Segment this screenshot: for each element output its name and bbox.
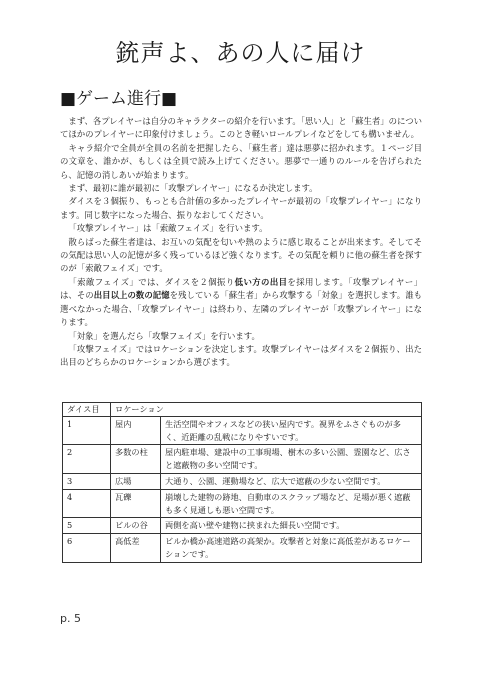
header-location: ロケーション xyxy=(111,403,422,417)
location-name-cell: 屋内 xyxy=(111,416,161,445)
location-desc-cell: 崩壊した建物の跡地、自動車のスクラップ場など、足場が悪く遮蔽も多く見通しも悪い空間です。 xyxy=(161,489,422,518)
text-run: ダイスを３個振り、もっとも合計値の多かったプレイヤーが最初の「攻撃プレイヤー」になります。同じ数字になった場合、振りなおしてください。 xyxy=(60,196,422,220)
dice-cell: 2 xyxy=(63,445,111,474)
dice-cell: 6 xyxy=(63,534,111,563)
table-row xyxy=(63,534,422,563)
bold-text: 低い方の出目 xyxy=(234,276,288,287)
text-run: まず、各プレイヤーは自分のキャラクターの紹介を行います。「思い人」と「蘇生者」のについてほかのプレイヤーに印象付けましょう。このとき軽いロールプレイなどをしても構いません。 xyxy=(60,116,422,140)
location-name-cell: 広場 xyxy=(111,473,161,489)
table-row xyxy=(63,445,422,474)
paragraph xyxy=(60,142,422,182)
paragraph xyxy=(60,195,422,222)
table-row xyxy=(63,473,422,489)
text-run: 「攻撃プレイヤー」は「索敵フェイズ」を行います。 xyxy=(68,223,268,234)
location-desc-cell: 屋内駐車場、建設中の工事現場、樹木の多い公園、霊園など、広さと遮蔽物の多い空間です。 xyxy=(161,445,422,474)
location-desc-cell: ビルか橋か高速道路の高架か。攻撃者と対象に高低差があるロケーションです。 xyxy=(161,534,422,563)
section-heading: ■ゲーム進行■ xyxy=(60,89,178,109)
paragraph xyxy=(60,330,422,343)
dice-cell: 3 xyxy=(63,473,111,489)
text-run: まず、最初に誰が最初に「攻撃プレイヤー」になるか決定します。 xyxy=(68,183,318,194)
document-title: 銃声よ、あの人に届け xyxy=(115,39,366,67)
location-name-cell: 多数の柱 xyxy=(111,445,161,474)
header-dice: ダイス目 xyxy=(63,403,111,417)
table-row xyxy=(63,489,422,518)
dice-cell: 5 xyxy=(63,518,111,534)
bold-text: 出目以上の数の記憶 xyxy=(93,290,170,301)
paragraph xyxy=(60,276,422,330)
paragraph xyxy=(60,222,422,235)
paragraph xyxy=(60,236,422,276)
dice-cell: 1 xyxy=(63,416,111,445)
table-row xyxy=(63,416,422,445)
paragraph xyxy=(60,115,422,142)
table-header-row xyxy=(63,403,422,417)
text-run: 「攻撃フェイズ」ではロケーションを決定します。攻撃プレイヤーはダイスを２個振り、出た出目のどちらかのロケーションから選びます。 xyxy=(60,343,422,368)
location-table xyxy=(62,402,422,563)
dice-cell: 4 xyxy=(63,489,111,518)
text-run: 「対象」を選んだら「攻撃フェイズ」を行います。 xyxy=(68,330,260,341)
text-run: を残している「蘇生者」から攻撃する「対象」を選択します。誰も選べなかった場合、「攻撃プレイヤー」は終わり、左隣のプレイヤーが「攻撃プレイヤー」になります。 xyxy=(60,290,423,328)
text-run: 「索敵フェイズ」では、ダイスを２個振り xyxy=(68,276,235,287)
text-run: キャラ紹介で全員が全員の名前を把握したら、「蘇生者」達は悪夢に招かれます。１ページ目の文章を、誰かが、もしくは全員で読み上げてください。悪夢で一通りのルールを告げられたら、記憶の消しあいが始まります。 xyxy=(60,142,422,180)
location-name-cell: ビルの谷 xyxy=(111,518,161,534)
text-run: 散らばった蘇生者達は、お互いの気配を匂いや熱のように感じ取ることが出来ます。そしてその気配は思い人の記憶が多く残っているほど強くなります。その気配を頼りに他の蘇生者を探すのが「索敵フェイズ」です。 xyxy=(60,236,422,274)
table-row xyxy=(63,518,422,534)
location-desc-cell: 両側を高い壁や建物に挟まれた細長い空間です。 xyxy=(161,518,422,534)
location-name-cell: 瓦礫 xyxy=(111,489,161,518)
body-text xyxy=(60,115,422,370)
paragraph xyxy=(60,182,422,195)
location-name-cell: 高低差 xyxy=(111,534,161,563)
page-number: p. 5 xyxy=(60,612,81,625)
text-run: を採用します。「攻撃プレイヤー」は、その xyxy=(60,276,423,301)
location-desc-cell: 生活空間やオフィスなどの狭い屋内です。視界をふさぐものが多く、近距離の乱戦になりやすいです。 xyxy=(161,416,422,445)
paragraph xyxy=(60,343,422,370)
location-desc-cell: 大通り、公園、運動場など、広大で遮蔽の少ない空間です。 xyxy=(161,473,422,489)
